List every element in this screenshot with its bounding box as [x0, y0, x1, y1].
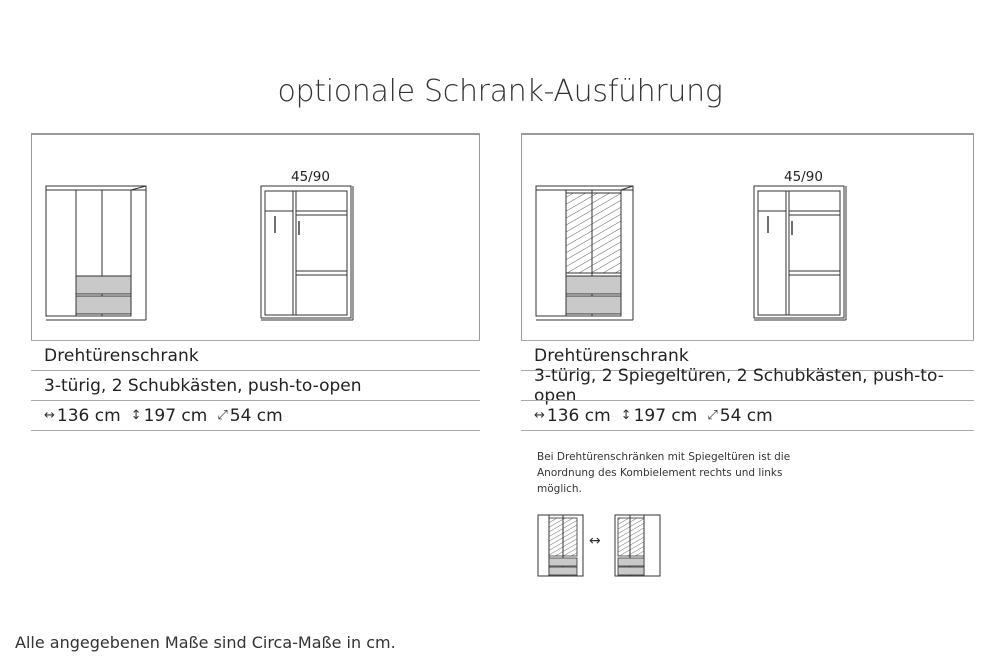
dimension-height: 197 cm — [633, 405, 698, 426]
depth-arrow-icon: ⤢ — [217, 408, 228, 423]
height-arrow-icon: ↕ — [130, 408, 142, 423]
product-name: Drehtürenschrank — [31, 340, 480, 370]
dimension-height: 197 cm — [143, 405, 208, 426]
height-arrow-icon: ↕ — [620, 408, 632, 423]
depth-arrow-icon: ⤢ — [707, 408, 718, 423]
footer-note: Alle angegebenen Maße sind Circa-Maße in cm. — [15, 633, 396, 652]
product-name: Drehtürenschrank — [521, 340, 974, 370]
product-description: 3-türig, 2 Schubkästen, push-to-open — [31, 370, 480, 400]
width-arrow-icon: ↔ — [44, 408, 55, 423]
interior-width-label: 45/90 — [784, 169, 823, 185]
width-arrow-icon: ↔ — [534, 408, 545, 423]
wardrobe-interior-drawing — [521, 133, 974, 341]
double-arrow-icon: ↔ — [589, 533, 601, 549]
product-description: 3-türig, 2 Spiegeltüren, 2 Schubkästen, push-to-open — [521, 370, 974, 400]
page-title: optionale Schrank-Ausführung — [277, 74, 723, 109]
dimension-width: 136 cm — [546, 405, 611, 426]
arrangement-variants-drawing — [535, 512, 695, 582]
dimension-depth: 54 cm — [719, 405, 773, 426]
dimension-depth: 54 cm — [229, 405, 283, 426]
dimension-width: 136 cm — [56, 405, 121, 426]
interior-width-label: 45/90 — [291, 169, 330, 185]
wardrobe-interior-drawing — [31, 133, 480, 341]
product-dimensions — [521, 400, 974, 431]
mirror-arrangement-note: Bei Drehtürenschränken mit Spiegeltüren ist die Anordnung des Kombielement rechts und links möglich. — [537, 451, 791, 495]
product-dimensions — [31, 400, 480, 431]
